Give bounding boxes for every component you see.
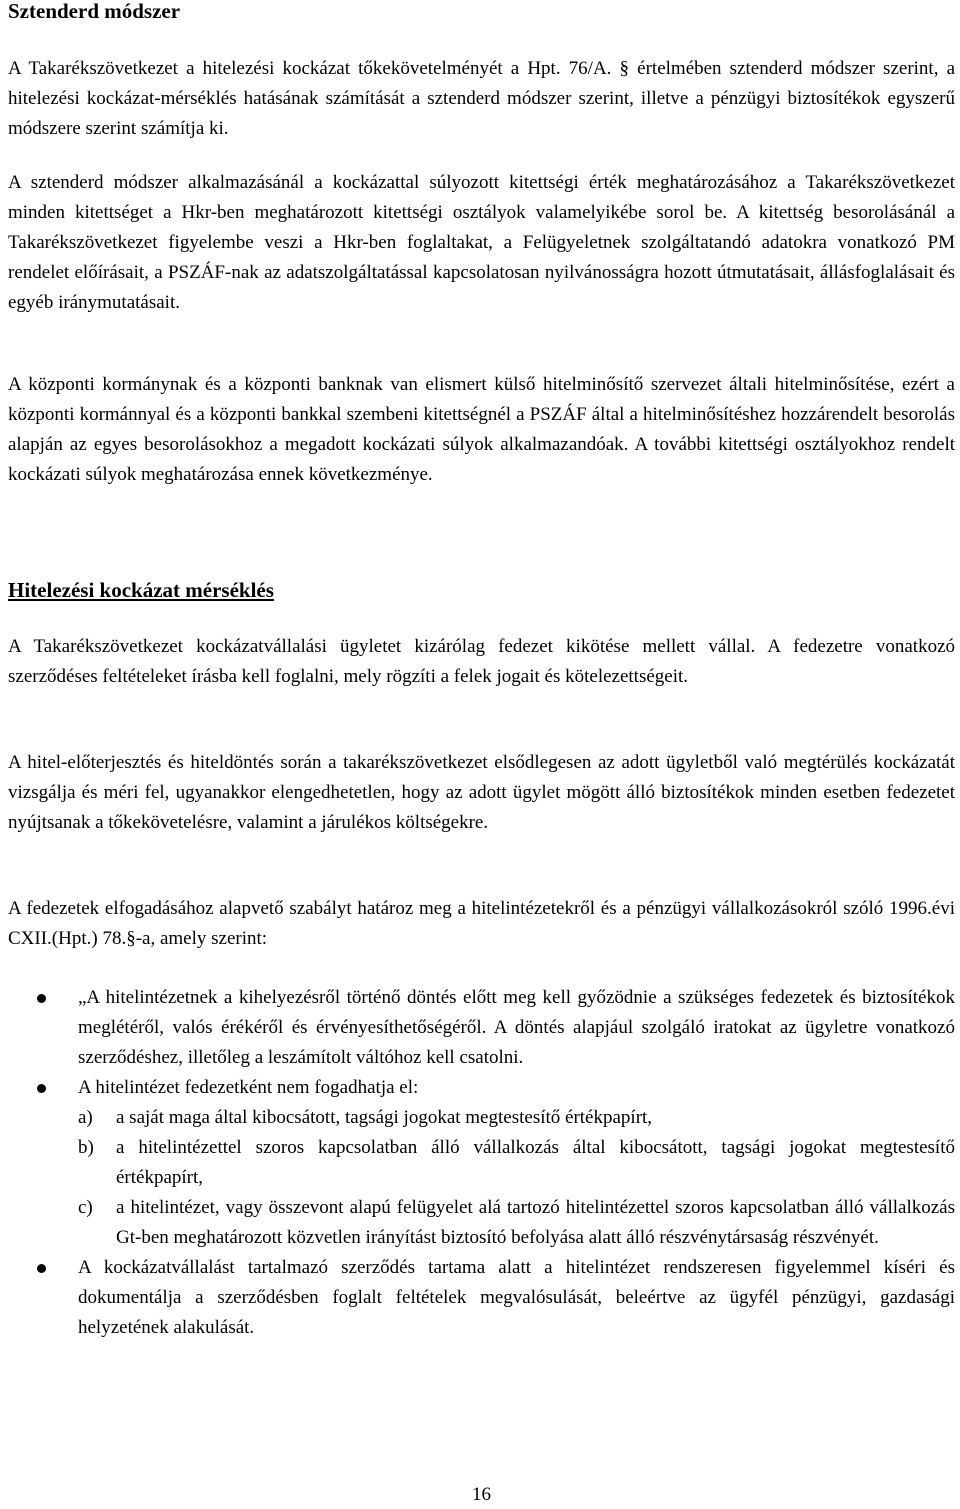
list-item (8, 1073, 955, 1253)
sub-list-text: a saját maga által kibocsátott, tagsági jogokat megtestesítő értékpapírt, (116, 1107, 653, 1128)
paragraph: A sztenderd módszer alkalmazásánál a kockázattal súlyozott kitettségi érték meghatározásához a Takarékszövetkezet minden kitettséget a Hkr-ben meghatározott kitettségi osztályok valamelyikébe sorol be. A kitettség besorolásánál a Takarékszövetkezet figyelembe veszi a Hkr-ben foglaltakat, a Felügyeletnek szolgáltatandó adatokra vonatkozó PM rendelet előírásait, a PSZÁF-nak az adatszolgáltatással kapcsolatosan nyilvánosságra hozott útmutatásait, állásfoglalásait és egyéb iránymutatásait. (8, 172, 955, 313)
sub-list-marker: b) (78, 1137, 94, 1158)
paragraph: A fedezetek elfogadásához alapvető szabályt határoz meg a hitelintézetekről és a pénzügyi vállalkozásokról szóló 1996.évi CXII.(Hpt.) 78.§-a, amely szerint: (8, 898, 955, 949)
paragraph: A Takarékszövetkezet a hitelezési kockázat tőkekövetelményét a Hpt. 76/A. § értelmében sztenderd módszer szerint, a hitelezési kockázat-mérséklés hatásának számítását a sztenderd módszer szerint, illetve a pénzügyi biztosítékok egyszerű módszere szerint számítja ki. (8, 58, 955, 139)
list-item (8, 983, 955, 1073)
bullet-icon (37, 994, 46, 1003)
list-item (8, 1253, 955, 1343)
sub-list-item (8, 1133, 955, 1193)
paragraph: A hitel-előterjesztés és hiteldöntés során a takarékszövetkezet elsődlegesen az adott ügyletből való megtérülés kockázatát vizsgálja és méri fel, ugyanakkor elengedhetetlen, hogy az adott ügylet mögött álló biztosítékok minden esetben fedezetet nyújtsanak a tőkekövetelésre, valamint a járulékos költségekre. (8, 752, 955, 833)
paragraph: A központi kormánynak és a központi banknak van elismert külső hitelminősítő szervezet általi hitelminősítése, ezért a központi kormánnyal és a központi bankkal szembeni kitettségnél a PSZÁF által a hitelminősítéshez hozzárendelt besorolás alapján az egyes besorolásokhoz a megadott kockázati súlyok alkalmazandóak. A további kitettségi osztályokhoz rendelt kockázati súlyok meghatározása ennek következménye. (8, 374, 955, 485)
list-item-text: A hitelintézet fedezetként nem fogadhatja el: (78, 1077, 419, 1098)
paragraph: A Takarékszövetkezet kockázatvállalási ügyletet kizárólag fedezet kikötése mellett vállal. A fedezetre vonatkozó szerződéses feltételeket írásba kell foglalni, mely rögzíti a felek jogait és kötelezettségeit. (8, 636, 955, 687)
sub-list-text: a hitelintézet, vagy összevont alapú felügyelet alá tartozó hitelintézettel szoros kapcsolatban álló vállalkozás Gt-ben meghatározott közvetlen irányítást biztosító befolyása alatt álló részvénytársaság részvényét. (116, 1197, 955, 1248)
section-heading-sztenderd: Sztenderd módszer (8, 0, 181, 23)
sub-list-marker: c) (78, 1197, 93, 1218)
section-heading-hitelezesi: Hitelezési kockázat mérséklés (8, 578, 274, 602)
bullet-list (8, 983, 955, 1343)
sub-list (8, 1103, 955, 1253)
list-item-text: „A hitelintézetnek a kihelyezésről történő döntés előtt meg kell győzödnie a szükséges fedezetek és biztosítékok meglétéről, valós érékéről és érvényesíthetőségéről. A döntés alapjául szolgáló iratokat az ügyletre vonatkozó szerződéshez, illetőleg a leszámítolt váltóhoz kell csatolni. (78, 987, 955, 1068)
sub-list-item (8, 1103, 955, 1133)
sub-list-marker: a) (78, 1107, 93, 1128)
page-number: 16 (472, 1484, 491, 1505)
sub-list-text: a hitelintézettel szoros kapcsolatban álló vállalkozás által kibocsátott, tagsági jogokat megtestesítő értékpapírt, (116, 1137, 955, 1188)
sub-list-item (8, 1193, 955, 1253)
list-item-text: A kockázatvállalást tartalmazó szerződés tartama alatt a hitelintézet rendszeresen figyelemmel kíséri és dokumentálja a szerződésben foglalt feltételek megvalósulását, beleértve az ügyfél pénzügyi, gazdasági helyzetének alakulását. (78, 1257, 955, 1338)
bullet-icon (37, 1084, 46, 1093)
bullet-icon (37, 1264, 46, 1273)
